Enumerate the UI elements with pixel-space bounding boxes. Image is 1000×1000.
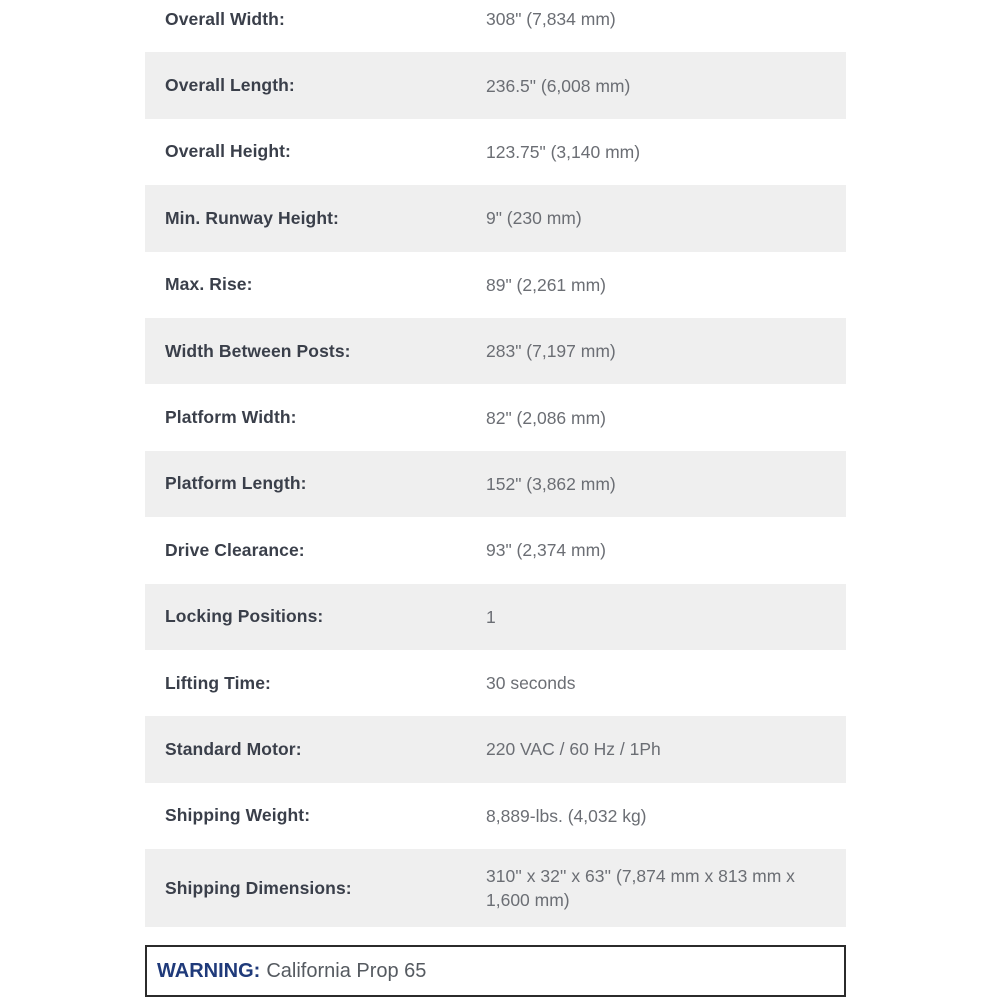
spec-value: 30 seconds — [486, 673, 576, 694]
spec-label: Overall Length: — [165, 75, 295, 96]
spec-label: Min. Runway Height: — [165, 207, 339, 228]
spec-value: 123.75" (3,140 mm) — [486, 141, 641, 162]
spec-row-standard-motor — [145, 716, 846, 782]
spec-row-overall-width — [145, 0, 846, 52]
warning-label: WARNING: — [157, 959, 261, 982]
spec-row-lifting-time — [145, 650, 846, 716]
spec-label: Locking Positions: — [165, 606, 324, 627]
spec-label: Platform Length: — [165, 473, 307, 494]
spec-label: Standard Motor: — [165, 738, 302, 759]
spec-row-shipping-weight — [145, 783, 846, 849]
spec-value: 310'' x 32'' x 63'' (7,874 mm x 813 mm x 1,600 mm) — [486, 866, 795, 911]
spec-label: Overall Width: — [165, 8, 285, 29]
spec-row-min-runway-height — [145, 185, 846, 251]
spec-row-shipping-dimensions — [145, 849, 846, 927]
spec-label: Width Between Posts: — [165, 340, 351, 361]
spec-label: Overall Height: — [165, 141, 291, 162]
spec-label: Max. Rise: — [165, 274, 253, 295]
spec-value: 9" (230 mm) — [486, 208, 582, 229]
spec-row-locking-positions — [145, 584, 846, 650]
spec-row-overall-height — [145, 119, 846, 185]
spec-value: 220 VAC / 60 Hz / 1Ph — [486, 739, 661, 760]
spec-row-width-between-posts — [145, 318, 846, 384]
spec-row-platform-length — [145, 451, 846, 517]
prop65-warning[interactable] — [145, 945, 846, 997]
spec-value: 236.5" (6,008 mm) — [486, 75, 631, 96]
spec-value: 89" (2,261 mm) — [486, 274, 607, 295]
spec-row-platform-width — [145, 384, 846, 450]
spec-value: 82" (2,086 mm) — [486, 407, 607, 428]
spec-value: 8,889-lbs. (4,032 kg) — [486, 805, 647, 826]
spec-label: Shipping Dimensions: — [165, 877, 352, 898]
spec-row-drive-clearance — [145, 517, 846, 583]
spec-label: Platform Width: — [165, 407, 297, 428]
spec-value: 152" (3,862 mm) — [486, 473, 616, 494]
specifications-table — [145, 0, 846, 927]
spec-value: 93" (2,374 mm) — [486, 540, 607, 561]
spec-value: 283" (7,197 mm) — [486, 341, 616, 362]
spec-value: 1 — [486, 606, 496, 627]
warning-text[interactable]: California Prop 65 — [266, 959, 427, 982]
spec-value: 308" (7,834 mm) — [486, 9, 616, 30]
spec-row-max-rise — [145, 252, 846, 318]
spec-label: Lifting Time: — [165, 672, 271, 693]
spec-label: Drive Clearance: — [165, 539, 305, 560]
spec-label: Shipping Weight: — [165, 805, 311, 826]
spec-row-overall-length — [145, 52, 846, 118]
